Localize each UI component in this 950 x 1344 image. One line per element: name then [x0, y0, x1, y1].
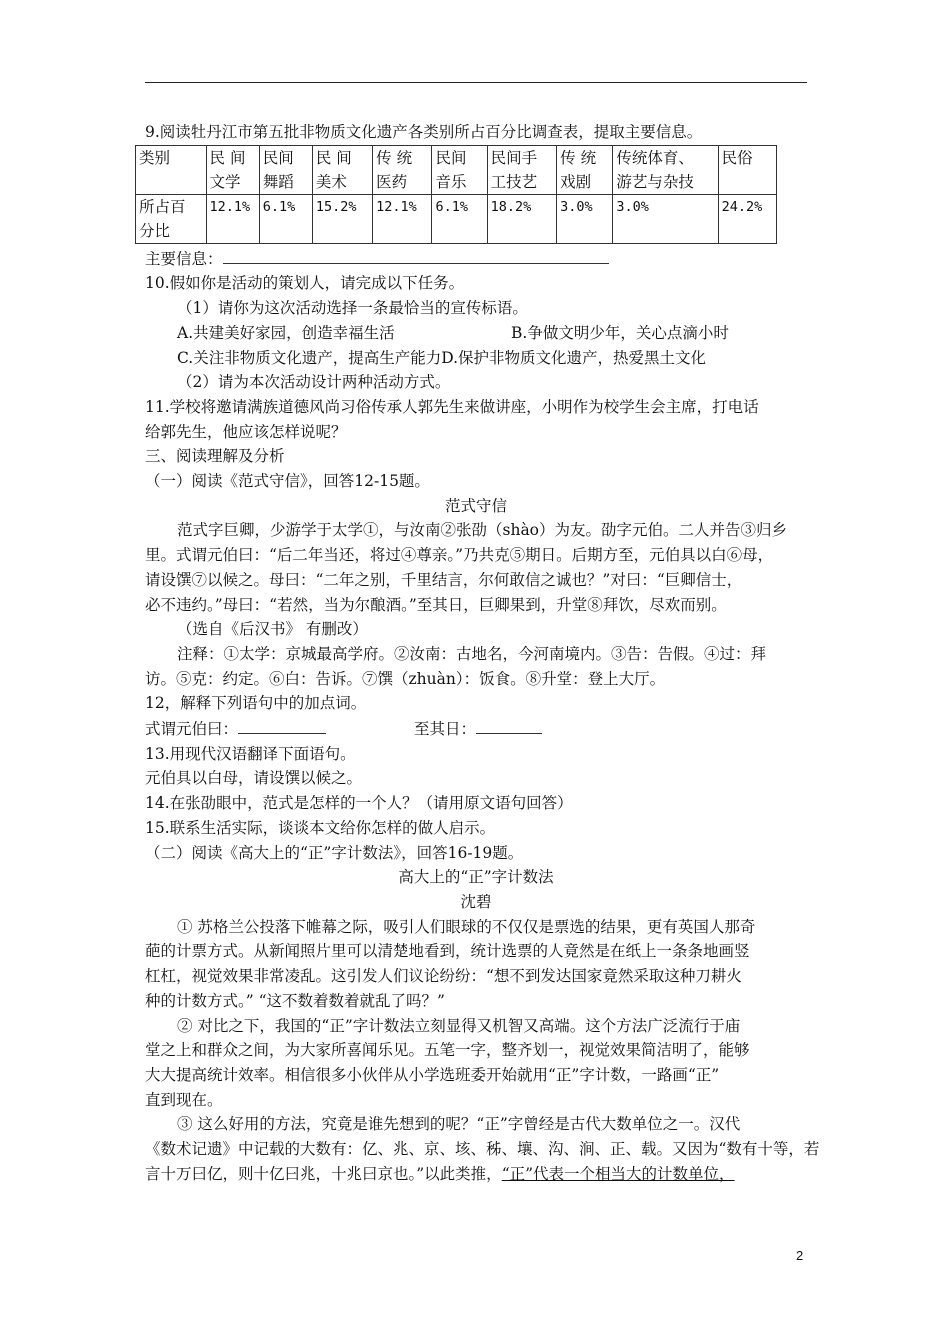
- q11-line1: 11.学校将邀请满族道德风尚习俗传承人郭先生来做讲座，小明作为校学生会主席，打电话: [145, 397, 759, 416]
- header-cell: 民间 舞蹈: [259, 145, 312, 194]
- q10-sub2: （2）请为本次活动设计两种活动方式。: [177, 373, 451, 392]
- q11-line2: 给郭先生，他应该怎样说呢？: [145, 422, 347, 441]
- value-cell: 6.1%: [432, 194, 487, 243]
- value-cell: 24.2%: [718, 194, 776, 243]
- article-line: 种的计数方式。” “这不数着数着就乱了吗？”: [145, 991, 445, 1010]
- passage-title: 范式守信: [444, 496, 507, 515]
- q13-stem: 13.用现代汉语翻译下面语句。: [145, 744, 356, 763]
- value-cell: 18.2%: [487, 194, 557, 243]
- answer-blank[interactable]: [238, 716, 326, 734]
- section-heading: 三、阅读理解及分析: [145, 447, 285, 466]
- value-cell: 15.2%: [312, 194, 372, 243]
- article-line: 《数术记遗》中记载的大数有：亿、兆、京、垓、秭、壤、沟、涧、正、载。又因为“数有十等，若: [145, 1140, 820, 1159]
- passage-source: （选自《后汉书》 有删改）: [177, 620, 368, 639]
- article-line: ② 对比之下，我国的“正”字计数法立刻显得又机智又高端。这个方法广泛流行于庙: [177, 1016, 741, 1035]
- article-line: ③ 这么好用的方法，究竟是谁先想到的呢？“正”字曾经是古代大数单位之一。汉代: [177, 1115, 741, 1134]
- header-cell: 民 间 美术: [312, 145, 372, 194]
- article-line: 堂之上和群众之间，为大家所喜闻乐见。五笔一字，整齐划一，视觉效果简洁明了，能够: [145, 1041, 750, 1060]
- row-label-cell: 所占百 分比: [136, 194, 207, 243]
- part2-intro: （二）阅读《高大上的“正”字计数法》，回答16-19题。: [145, 843, 524, 862]
- article-line: ① 苏格兰公投落下帷幕之际，吸引人们眼球的不仅仅是票选的结果，更有英国人那奇: [177, 917, 756, 936]
- passage-line: 必不违约。”母曰：“若然，当为尔酿酒。”至其日，巨卿果到，升堂⑧拜饮，尽欢而别。: [145, 595, 727, 614]
- q12-items: 式谓元伯曰： 至其日：: [145, 716, 807, 742]
- header-rule: [145, 82, 807, 83]
- header-cell: 传 统 戏剧: [557, 145, 613, 194]
- q12-stem: 12，解释下列语句中的加点词。: [145, 694, 367, 713]
- value-cell: 12.1%: [373, 194, 432, 243]
- table-header-row: [136, 145, 777, 194]
- header-cell: 传统体育、 游艺与杂技: [613, 145, 718, 194]
- article-line: 大大提高统计效率。相信很多小伙伴从小学选班委开始就用“正”字计数，一路画“正”: [145, 1065, 720, 1084]
- header-cell: 民间 音乐: [432, 145, 487, 194]
- header-cell: 民间手 工技艺: [487, 145, 557, 194]
- answer-blank[interactable]: [223, 246, 609, 264]
- passage-line: 请设馔⑦以候之。母曰：“二年之别，千里结言，尔何敢信之诚也？”对曰：“巨卿信士，: [145, 570, 743, 589]
- notes-line: 注释：①太学：京城最高学府。②汝南：古地名，今河南境内。③告：告假。④过：拜: [177, 644, 767, 663]
- value-cell: 3.0%: [557, 194, 613, 243]
- header-cell: 民 间 文学: [206, 145, 259, 194]
- page-content: [139, 120, 820, 1186]
- article-line: 言十万曰亿，则十亿曰兆，十兆曰京也。”以此类推，“正”代表一个相当大的计数单位，: [145, 1164, 735, 1183]
- notes-line: 访。⑤克：约定。⑥白：告诉。⑦馔（zhuàn）：饭食。⑧升堂：登上大厅。: [145, 669, 666, 688]
- passage-line: 里。式谓元伯曰：“后二年当还，将过④尊亲。”乃共克⑤期日。后期方至，元伯具以白⑥母，: [145, 546, 774, 565]
- part1-intro: （一）阅读《范式守信》，回答12-15题。: [145, 472, 430, 491]
- main-info-line: 主要信息：: [145, 246, 807, 272]
- q14-stem: 14.在张劭眼中，范式是怎样的一个人？（请用原文语句回答）: [145, 794, 573, 813]
- article-author: 沈碧: [460, 892, 492, 911]
- value-cell: 6.1%: [259, 194, 312, 243]
- article-line: 杠杠，视觉效果非常凌乱。这引发人们议论纷纷：“想不到发达国家竟然采取这种刀耕火: [145, 967, 742, 986]
- page-number: 2: [796, 1248, 804, 1263]
- value-cell: 3.0%: [613, 194, 718, 243]
- article-line: 直到现在。: [145, 1090, 223, 1109]
- q13-sentence: 元伯具以白母，请设馔以候之。: [145, 769, 363, 788]
- header-cell: 传 统 医药: [373, 145, 432, 194]
- q10-options-cd: C.关注非物质文化遗产，提高生产能力D.保护非物质文化遗产，热爱黑土文化: [177, 348, 707, 367]
- header-cell: 民俗: [718, 145, 776, 194]
- q10-sub1: （1）请你为这次活动选择一条最恰当的宣传标语。: [177, 299, 528, 318]
- q10-options-ab: A.共建美好家园，创造幸福生活 B.争做文明少年，关心点滴小时: [177, 323, 729, 342]
- value-cell: 12.1%: [206, 194, 259, 243]
- table-value-row: [136, 194, 777, 243]
- q10-stem: 10.假如你是活动的策划人，请完成以下任务。: [145, 274, 465, 293]
- survey-table: [135, 145, 777, 244]
- passage-line: 范式字巨卿，少游学于太学①，与汝南②张劭（shào）为友。劭字元伯。二人并告③归乡: [177, 521, 788, 540]
- answer-blank[interactable]: [476, 716, 542, 734]
- article-title: 高大上的“正”字计数法: [398, 868, 554, 887]
- q9-title: 9.阅读牡丹江市第五批非物质文化遗产各类别所占百分比调查表，提取主要信息。: [145, 123, 703, 141]
- article-line: 葩的计票方式。从新闻照片里可以清楚地看到，统计选票的人竟然是在纸上一条条地画竖: [145, 942, 750, 961]
- q15-stem: 15.联系生活实际，谈谈本文给你怎样的做人启示。: [145, 818, 496, 837]
- underlined-phrase: “正”代表一个相当大的计数单位，: [501, 1164, 735, 1183]
- header-cell: 类别: [136, 145, 207, 194]
